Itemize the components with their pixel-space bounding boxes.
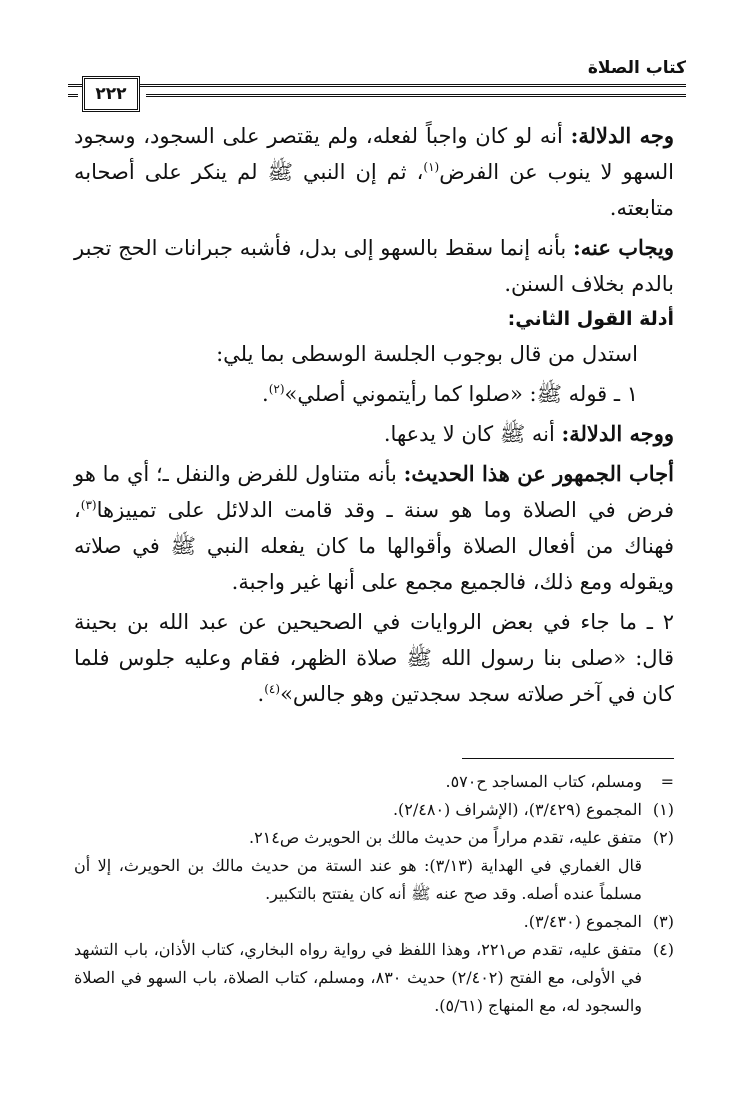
paragraph-intro: استدل من قال بوجوب الجلسة الوسطى بما يلي: — [216, 342, 638, 366]
page-header — [68, 54, 686, 116]
book-title: كتاب الصلاة — [587, 58, 686, 78]
footnote-2 — [74, 824, 674, 852]
footnote-3 — [74, 908, 674, 936]
page-number: ٢٢٢ — [82, 76, 140, 112]
paragraph-evidence-2 — [74, 416, 674, 452]
section-heading: أدلة القول الثاني: — [507, 308, 674, 330]
footnote-number: (٣) — [652, 912, 674, 931]
label-evidence: وجه الدلالة: — [570, 123, 675, 148]
footnote-2-extra: قال الغماري في الهداية (٣/١٣): هو عند الستة من حديث مالك بن الحويرث، إلا أن مسلماً عنده أصله. وقد صح عنه ﷺ أنه كان يفتتح بالتكبير. — [74, 856, 643, 903]
footnote-text: متفق عليه، تقدم ص٢٢١، وهذا اللفظ في رواية رواه البخاري، كتاب الأذان، باب التشهد في الأولى، مع الفتح (٢/٤٠٢) حديث ٨٣٠، ومسلم، كتاب الصلاة، باب السهو في الصلاة والسجود له، مع المنهاج (٥/٦١). — [74, 940, 643, 1015]
footnote-1 — [74, 796, 674, 824]
paragraph-evidence — [74, 118, 674, 226]
header-rule-bottom — [146, 94, 686, 97]
footnote-text: متفق عليه، تقدم مراراً من حديث مالك بن الحويرث ص٢١٤. — [248, 828, 642, 847]
header-rule-top — [68, 84, 686, 87]
paragraph-text: أنه لو كان واجباً لفعله، ولم يقتصر على السجود، وسجود السهو لا ينوب عن الفرض — [74, 124, 674, 184]
footnote-number: = — [660, 772, 674, 791]
footnote-text: المجموع (٣/٤٣٠). — [523, 912, 642, 931]
footnote-ref-1: (١) — [423, 160, 440, 174]
header-rule-left — [68, 94, 78, 97]
footnote-ref-4: (٤) — [264, 682, 281, 696]
paragraph-evidence-3: ٢ ـ ما جاء في بعض الروايات في الصحيحين عن عبد الله بن بحينة قال: «صلى بنا رسول الله ﷺ صلاة الظهر، فقام وعليه جلوس فلما كان في آخر صلاته سجد سجدتين وهو جالس»$^{(٤)}$. — [74, 610, 674, 706]
paragraph-response — [74, 230, 674, 302]
paragraph-majority-answer — [74, 456, 674, 600]
main-text — [74, 118, 674, 716]
label-response: ويجاب عنه: — [573, 235, 674, 260]
label-majority-answer: أجاب الجمهور عن هذا الحديث: — [403, 461, 675, 486]
paragraph-text: بأنه إنما سقط بالسهو إلى بدل، فأشبه جبرانات الحج تجبر بالدم بخلاف السنن. — [74, 236, 674, 296]
footnote-4 — [74, 936, 674, 1020]
paragraph-text: أنه ﷺ كان لا يدعها. — [383, 422, 562, 446]
footnote-number: (٢) — [652, 828, 674, 847]
footnote-number: (١) — [652, 800, 674, 819]
paragraph-text: ١ ـ قوله ﷺ: «صلوا كما رأيتموني أصلي» — [284, 382, 638, 406]
footnote-number: (٤) — [652, 940, 674, 959]
paragraph-evidence-1: ١ ـ قوله ﷺ: «صلوا كما رأيتموني أصلي»$^{(٢)}$. — [262, 382, 638, 406]
footnote-separator — [462, 758, 674, 759]
footnote-text: ومسلم، كتاب المساجد ح٥٧٠. — [445, 772, 642, 791]
paragraph-text: ، ثم إن النبي ﷺ لم ينكر على أصحابه متابعته. — [74, 160, 674, 220]
paragraph-text: ٢ ـ ما جاء في بعض الروايات في الصحيحين عن عبد الله بن بحينة قال: «صلى بنا رسول الله ﷺ صلاة الظهر، فقام وعليه جلوس فلما كان في آخر صلاته سجد سجدتين وهو جالس» — [74, 610, 674, 706]
footnote-text: المجموع (٣/٤٢٩)، (الإشراف (٢/٤٨٠). — [392, 800, 642, 819]
footnote-ref-2: (٢) — [268, 382, 285, 396]
paragraph-text: ، فهناك من أفعال الصلاة وأقوالها ما كان يفعله النبي ﷺ في صلاته ويقوله ومع ذلك، فالجميع مجمع على أنها غير واجبة. — [74, 498, 674, 594]
paragraph-text: بأنه متناول للفرض والنفل ـ؛ أي ما هو فرض في الصلاة وما هو سنة ـ وقد قامت الدلائل على تمييزها — [74, 462, 674, 522]
footnote-ref-3: (٣) — [80, 498, 97, 512]
footnotes — [74, 768, 674, 1020]
label-evidence-2: ووجه الدلالة: — [561, 421, 674, 446]
footnote-continuation — [74, 768, 674, 796]
